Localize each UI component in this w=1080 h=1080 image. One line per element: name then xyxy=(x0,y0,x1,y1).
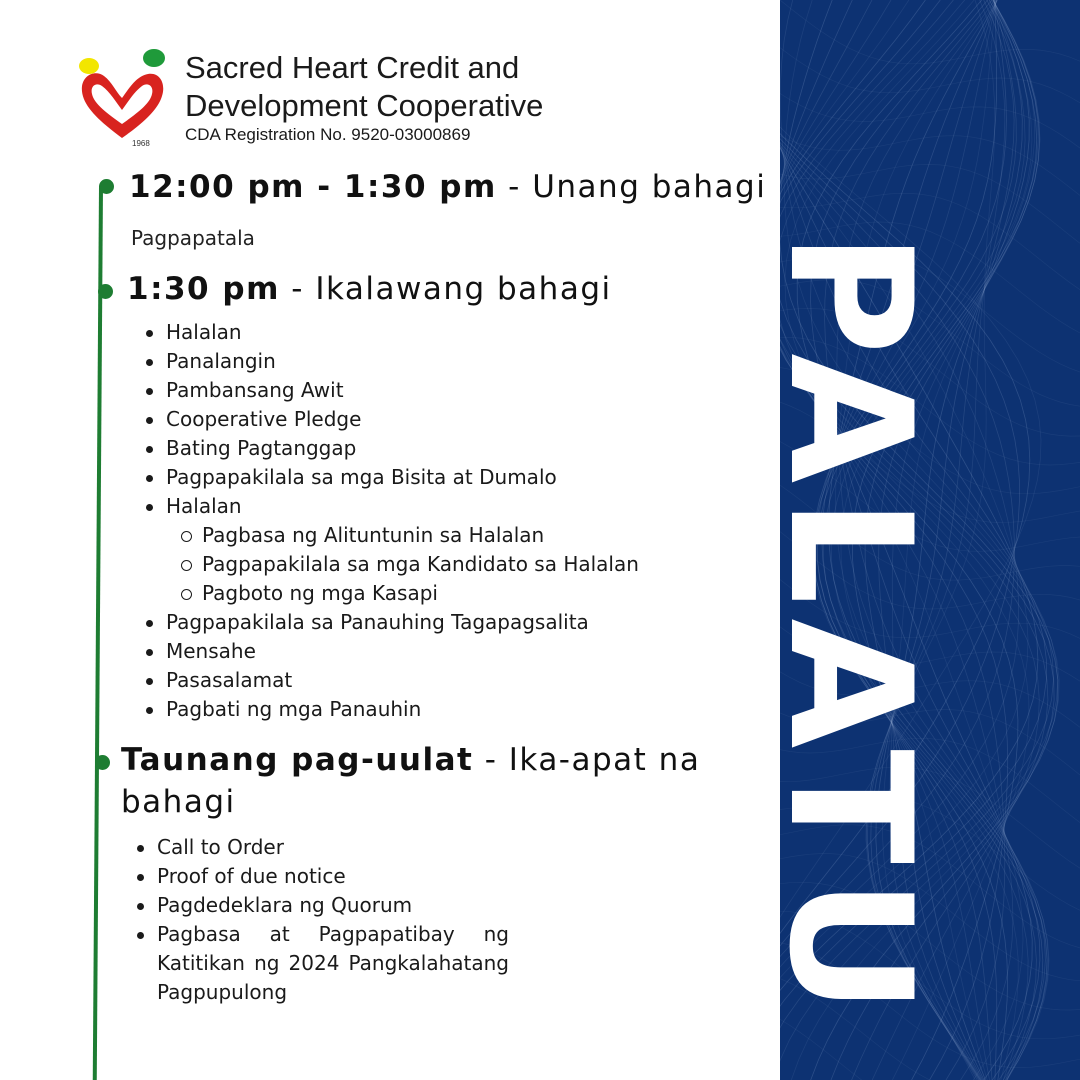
section-1-heading xyxy=(129,166,766,208)
list-item: Halalan xyxy=(142,318,639,347)
section-separator: - xyxy=(279,271,316,307)
section-time: 12:00 pm - 1:30 pm xyxy=(129,169,497,205)
cooperative-logo xyxy=(76,46,168,150)
timeline-dot xyxy=(95,755,110,770)
section-3-agenda xyxy=(133,833,509,1007)
org-name-line2: Development Cooperative xyxy=(185,88,544,123)
list-item: Pagbati ng mga Panauhin xyxy=(142,695,639,724)
sub-list-item: Pagpapakilala sa mga Kandidato sa Halalan xyxy=(142,550,639,579)
list-item: Call to Order xyxy=(133,833,509,862)
sub-list-item: Pagbasa ng Alituntunin sa Halalan xyxy=(142,521,639,550)
list-item: Pagbasa at Pagpapatibay ng Katitikan ng 2024 Pangkalahatang Pagpupulong xyxy=(133,920,509,1007)
list-item: Cooperative Pledge xyxy=(142,405,639,434)
list-item: Pagdedeklara ng Quorum xyxy=(133,891,509,920)
list-item: Pasasalamat xyxy=(142,666,639,695)
list-item: Pambansang Awit xyxy=(142,376,639,405)
section-part: Ikalawang bahagi xyxy=(315,271,612,307)
section-part: Ika-apat na bahagi xyxy=(121,742,701,820)
section-separator: - xyxy=(473,742,509,778)
list-item: Halalan xyxy=(142,492,639,521)
list-item: Panalangin xyxy=(142,347,639,376)
green-dot-icon xyxy=(143,49,165,67)
timeline-line xyxy=(93,186,103,1080)
section-separator: - xyxy=(496,169,533,205)
timeline-dot xyxy=(98,284,113,299)
org-name xyxy=(185,49,543,125)
section-time: Taunang pag-uulat xyxy=(121,742,474,778)
section-1-description: Pagpapatala xyxy=(131,226,255,250)
org-name-line1: Sacred Heart Credit and xyxy=(185,50,520,85)
mesh-line xyxy=(780,1019,1080,1080)
mesh-line xyxy=(780,48,1080,103)
list-item: Pagpapakilala sa mga Bisita at Dumalo xyxy=(142,463,639,492)
section-2-heading xyxy=(127,268,612,310)
section-part: Unang bahagi xyxy=(532,169,767,205)
timeline-dot xyxy=(99,179,114,194)
list-item: Pagpapakilala sa Panauhing Tagapagsalita xyxy=(142,608,639,637)
list-item: Mensahe xyxy=(142,637,639,666)
section-3-heading xyxy=(121,739,721,823)
sub-list-item: Pagboto ng mga Kasapi xyxy=(142,579,639,608)
vertical-title: PALATU xyxy=(752,231,948,1029)
logo-year: 1968 xyxy=(132,139,150,148)
yellow-dot-icon xyxy=(79,58,99,74)
registration-number: CDA Registration No. 9520-03000869 xyxy=(185,125,471,144)
list-item: Bating Pagtanggap xyxy=(142,434,639,463)
list-item: Proof of due notice xyxy=(133,862,509,891)
heart-icon xyxy=(82,73,163,138)
mesh-line xyxy=(780,0,1080,64)
section-time: 1:30 pm xyxy=(127,271,280,307)
section-2-agenda xyxy=(142,318,639,724)
